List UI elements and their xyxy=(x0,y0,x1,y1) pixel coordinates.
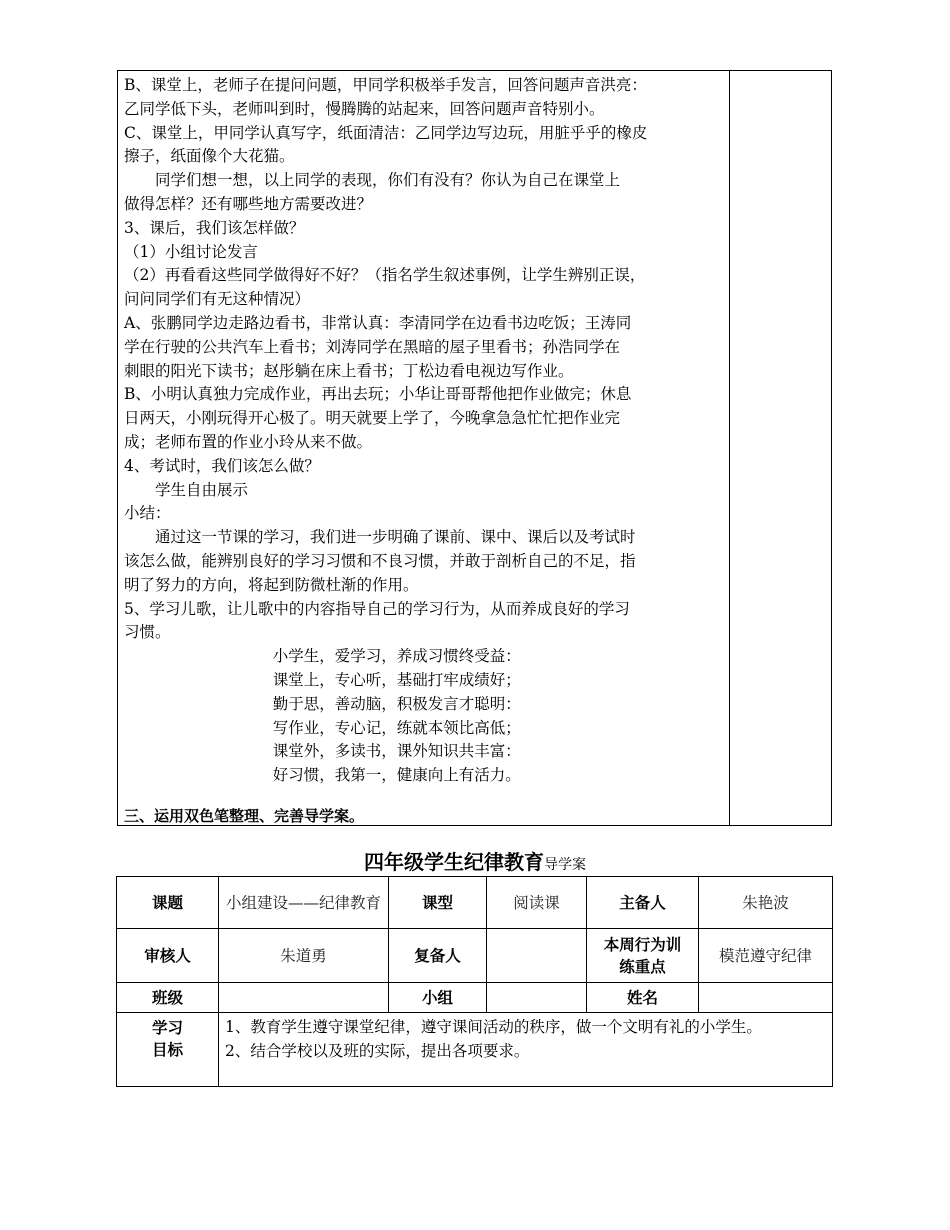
topic-value: 小组建设——纪律教育 xyxy=(219,877,389,929)
group-value xyxy=(487,983,587,1013)
document-title-suffix: 导学案 xyxy=(544,857,586,873)
document-title xyxy=(0,848,950,876)
weekly-focus-value: 模范遵守纪律 xyxy=(699,929,833,983)
name-label: 姓名 xyxy=(587,983,699,1013)
lesson-line: 3、课后，我们该怎样做？ xyxy=(124,218,305,237)
lesson-line: 擦子，纸面像个大花猫。 xyxy=(124,147,295,166)
co-preparer-value xyxy=(487,929,587,983)
learning-goal-1: 1、教育学生遵守课堂纪律，遵守课间活动的秩序，做一个文明有礼的小学生。 xyxy=(225,1018,762,1036)
learning-goal-2: 2、结合学校以及班的实际，提出各项要求。 xyxy=(225,1042,530,1060)
lesson-line: （1）小组讨论发言 xyxy=(124,242,258,261)
lesson-line: 该怎么做，能辨别良好的学习习惯和不良习惯，并敢于剖析自己的不足，指 xyxy=(124,551,636,570)
lesson-line: 学生自由展示 xyxy=(155,480,249,499)
lesson-line: 日两天，小刚玩得开心极了。明天就要上学了，今晚拿急急忙忙把作业完 xyxy=(124,409,621,428)
lesson-info-form xyxy=(116,876,833,1087)
lesson-plan-table xyxy=(117,70,832,826)
reviewer-label: 审核人 xyxy=(117,929,219,983)
lesson-line: A、张鹏同学边走路边看书，非常认真：李清同学在边看书边吃饭；王涛同 xyxy=(124,313,632,332)
document-title-main: 四年级学生纪律教育 xyxy=(364,850,544,874)
column-divider xyxy=(729,71,730,825)
name-value xyxy=(699,983,833,1013)
section-three-heading: 三、运用双色笔整理、完善导学案。 xyxy=(124,807,365,825)
weekly-focus-label: 本周行为训练重点 xyxy=(587,929,699,983)
lesson-line: 好习惯，我第一，健康向上有活力。 xyxy=(272,766,521,785)
class-label: 班级 xyxy=(117,983,219,1013)
learning-goals-content xyxy=(219,1013,833,1087)
lesson-line: C、课堂上，甲同学认真写字，纸面清洁：乙同学边写边玩，用脏乎乎的橡皮 xyxy=(124,123,648,142)
lesson-line: 乙同学低下头，老师叫到时，慢腾腾的站起来，回答问题声音特别小。 xyxy=(124,99,605,118)
lesson-line: 成；老师布置的作业小玲从来不做。 xyxy=(124,432,373,451)
lesson-line: 同学们想一想，以上同学的表现，你们有没有？你认为自己在课堂上 xyxy=(155,171,621,190)
form-row-reviewer xyxy=(117,929,833,983)
reviewer-value: 朱道勇 xyxy=(219,929,389,983)
section-three-row xyxy=(118,805,729,829)
lesson-line: 刺眼的阳光下读书；赵彤躺在床上看书；丁松边看电视边写作业。 xyxy=(124,361,574,380)
lesson-line: 通过这一节课的学习，我们进一步明确了课前、课中、课后以及考试时 xyxy=(155,528,636,547)
lead-preparer-value: 朱艳波 xyxy=(699,877,833,929)
lesson-line: 课堂上，专心听，基础打牢成绩好； xyxy=(272,670,521,689)
lesson-line: 问问同学们有无这种情况） xyxy=(124,290,311,309)
lesson-line: 小结： xyxy=(124,504,171,523)
lesson-type-value: 阅读课 xyxy=(487,877,587,929)
lesson-line: 勤于思，善动脑，积极发言才聪明： xyxy=(272,694,521,713)
lesson-type-label: 课型 xyxy=(389,877,487,929)
lesson-line: （2）再看看这些同学做得好不好？（指名学生叙述事例，让学生辨别正误， xyxy=(124,266,646,285)
lesson-line: 小学生，爱学习，养成习惯终受益： xyxy=(272,647,521,666)
lead-preparer-label: 主备人 xyxy=(587,877,699,929)
lesson-content-cell xyxy=(118,74,729,788)
lesson-line: 明了努力的方向，将起到防微杜渐的作用。 xyxy=(124,575,419,594)
class-value xyxy=(219,983,389,1013)
lesson-line: 做得怎样？还有哪些地方需要改进？ xyxy=(124,194,373,213)
lesson-line: 写作业，专心记，练就本领比高低； xyxy=(272,718,521,737)
co-preparer-label: 复备人 xyxy=(389,929,487,983)
lesson-line: 课堂外，多读书，课外知识共丰富： xyxy=(272,742,521,761)
lesson-line: 4、考试时，我们该怎么做？ xyxy=(124,456,320,475)
learning-goals-label: 学习目标 xyxy=(117,1013,219,1087)
form-row-topic xyxy=(117,877,833,929)
topic-label: 课题 xyxy=(117,877,219,929)
form-row-goals xyxy=(117,1013,833,1087)
lesson-line: 习惯。 xyxy=(124,623,171,642)
form-row-class xyxy=(117,983,833,1013)
lesson-line: 5、学习儿歌，让儿歌中的内容指导自己的学习行为，从而养成良好的学习 xyxy=(124,599,630,618)
group-label: 小组 xyxy=(389,983,487,1013)
lesson-line: 学在行驶的公共汽车上看书；刘涛同学在黑暗的屋子里看书；孙浩同学在 xyxy=(124,337,621,356)
lesson-line: B、课堂上，老师子在提问问题，甲同学积极举手发言，回答问题声音洪亮： xyxy=(124,76,647,94)
lesson-line: B、小明认真独力完成作业，再出去玩；小华让哥哥帮他把作业做完；休息 xyxy=(124,385,632,404)
